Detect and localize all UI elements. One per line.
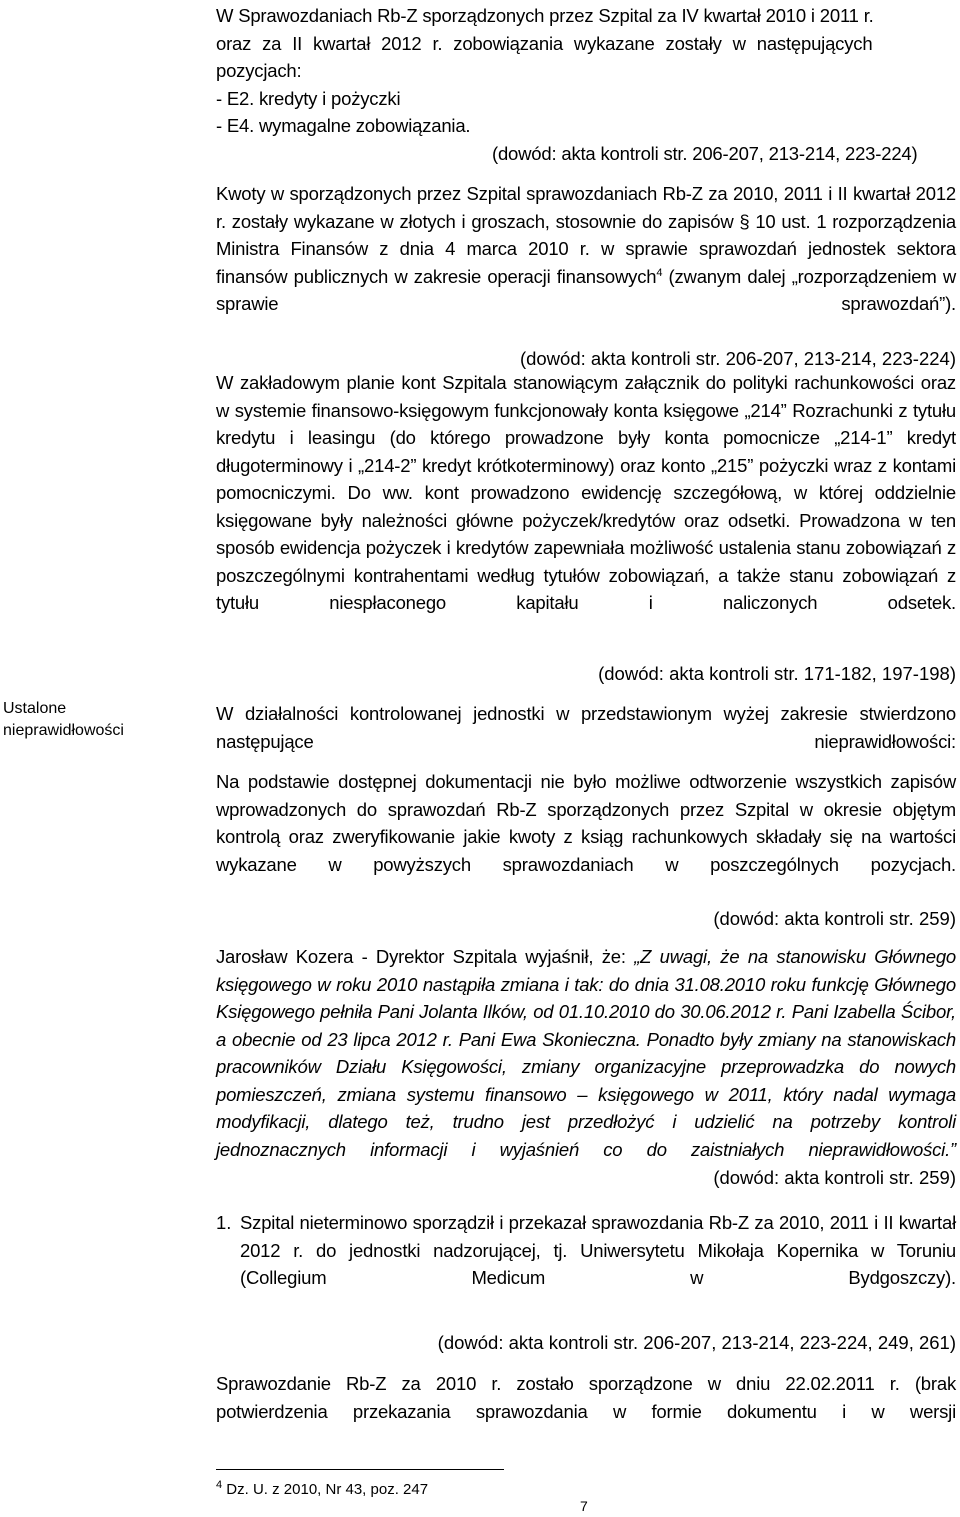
intro-line-1: W Sprawozdaniach Rb-Z sporządzonych przez Szpital za IV kwartał 2010 i 2011 r. [216,5,874,26]
position-item-e2: - E2. kredyty i pożyczki [216,87,401,109]
margin-label-line2: nieprawidłowości [3,722,124,739]
position-item-e4: - E4. wymagalne zobowiązania. [216,115,471,136]
section-chart-of-accounts [216,369,956,688]
evidence-note: (dowód: akta kontroli str. 171-182, 197-198) [598,663,956,684]
amounts-paragraph [216,180,956,345]
explanation-quote: „Z uwagi, że na stanowisku Głównego księgowego w roku 2010 nastąpiła zmiana i tak: do dnia 31.08.2010 roku funkcję Głównego Księgowego pełniła Pani Jolanta Ilków, od 01.10.2010 do 30.06.2012 r. Pani Izabella Ścibor, a obecnie od 23 lipca 2012 r. Pani Ewa Skonieczna. Ponadto były zmiany na stanowiskach pracowników Działu Księgowości, zmiany organizacyjne przeprowadzka do nowych pomieszczeń, zmiana systemu finansowo – księgowego w 2011, który nadal wymaga modyfikacji, dlatego też, trudno jest przedłożyć i udzielić na potrzeby kontroli jednoznacznych informacji i wyjaśnień co do zaistniałych nieprawidłowości.” [216,946,956,1160]
footnote-separator [216,1469,504,1470]
accounts-paragraph: W zakładowym planie kont Szpitala stanowiącym załącznik do polityki rachunkowości oraz w systemie finansowo-księgowym funkcjonowały konta księgowe „214” Rozrachunki z tytułu kredytu i leasingu (do którego prowadzone były konta pomocnicze „214-1” kredyt długoterminowy i „214-2” kredyt krótkoterminowy) oraz konto „215” pożyczki wraz z kontami pomocniczymi. Do ww. kont prowadzono ewidencję szczegółową, w której oddzielnie księgowane były należności główne pożyczek/kredytów oraz odsetki. Prowadzona w ten sposób ewidencja pożyczek i kredytów zapewniała możliwość ustalenia stanu zobowiązań z poszczególnymi kontrahentami według tytułów zobowiązań, a także stanu zobowiązań z tytułu niespłaconego kapitału i naliczonych odsetek. [216,372,956,613]
section-director-explanation [216,943,956,1191]
list-item-number: 1. [216,1212,232,1233]
list-item-text: Szpital nieterminowo sporządził i przekazał sprawozdania Rb-Z za 2010, 2011 i II kwartał 2012 r. do jednostki nadzorującej, tj. Uniwersytetu Mikołaja Kopernika w Toruniu (Collegium Medicum w Bydgoszczy). [240,1212,956,1288]
report-2010-paragraph: Sprawozdanie Rb-Z za 2010 r. zostało sporządzone w dniu 22.02.2011 r. (brak potwierdzenia przekazania sprawozdania w formie dokumentu i w wersji [216,1373,956,1422]
amounts-text: Kwoty w sporządzonych przez Szpital sprawozdaniach Rb-Z za 2010, 2011 i II kwartał 2012 r. zostały wykazane w złotych i groszach, stosownie do zapisów § 10 ust. 1 rozporządzenia Ministra Finansów z dnia 4 marca 2010 r. w sprawie sprawozdań jednostek sektora finansów publicznych w zakresie operacji finansowych [216,183,956,287]
evidence-note: (dowód: akta kontroli str. 206-207, 213-214, 223-224) [492,142,918,164]
explanation-lead: Jarosław Kozera - Dyrektor Szpitala wyjaśnił, że: [216,946,635,967]
section-numbered-finding-1 [216,1209,956,1357]
evidence-note: (dowód: akta kontroli str. 259) [713,1166,956,1188]
footnote-number: 4 [216,1479,223,1491]
margin-label [3,698,163,742]
section-report-positions [216,2,956,167]
evidence-note: (dowód: akta kontroli str. 206-207, 213-214, 223-224, 249, 261) [437,1332,956,1353]
finding-paragraph: Na podstawie dostępnej dokumentacji nie było możliwe odtworzenie wszystkich zapisów wprowadzonych do sprawozdań Rb-Z sporządzonych przez Szpital w okresie objętym kontrolą oraz zweryfikowanie jakie kwoty z ksiąg rachunkowych składały się na wartości wykazane w powyższych sprawozdaniach w poszczególnych pozycjach. [216,771,956,875]
amounts-text-end: (zwanym dalej „rozporządzeniem w sprawie sprawozdań”). [216,265,956,314]
page-number: 7 [580,1498,588,1514]
numbered-list-item [216,1209,956,1319]
intro-line-3: pozycjach: [216,60,302,81]
margin-label-line1: Ustalone [3,700,67,717]
explanation-paragraph [216,943,956,1191]
section-report-2010 [216,1370,956,1453]
footnote-text: Dz. U. z 2010, Nr 43, poz. 247 [222,1481,429,1498]
section-finding-records [216,768,956,932]
footnote-ref: 4 [656,266,663,279]
evidence-note: (dowód: akta kontroli str. 206-207, 213-214, 223-224) [519,348,956,369]
evidence-note: (dowód: akta kontroli str. 259) [713,907,956,929]
findings-intro-paragraph: W działalności kontrolowanej jednostki w przedstawionym wyżej zakresie stwierdzono następujące nieprawidłowości: [216,703,956,752]
intro-line-2: oraz za II kwartał 2012 r. zobowiązania wykazane zostały w następujących [216,32,873,54]
section-amounts [216,180,956,373]
footnote [216,1480,428,1500]
